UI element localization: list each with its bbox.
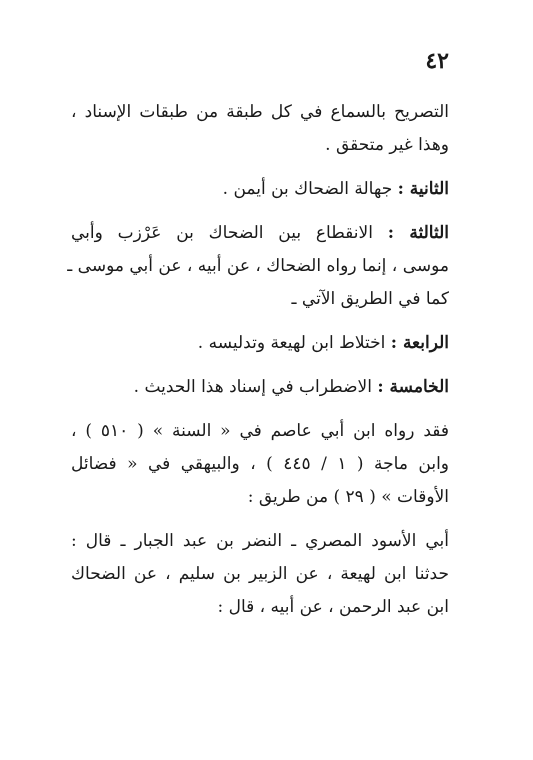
paragraph-fourth: [71, 327, 449, 360]
text-line: [71, 371, 449, 404]
text-line: ابن عبد الرحمن ، عن أبيه ، قال :: [217, 597, 449, 617]
paragraph-intro: [71, 96, 449, 162]
paragraph-label: الخامسة :: [377, 377, 449, 397]
paragraph-label: الثالثة :: [387, 223, 449, 243]
text-line: وهذا غير متحقق .: [325, 135, 449, 155]
page-number: ٤٢: [425, 48, 449, 74]
paragraph-label: الثانية :: [397, 179, 449, 199]
text-line: حدثنا ابن لهيعة ، عن الزبير بن سليم ، عن الضحاك: [71, 564, 449, 584]
text-line: وابن ماجة ( ١ / ٤٤٥ ) ، والبيهقي في « فضائل: [71, 454, 450, 474]
text-line: فقد رواه ابن أبي عاصم في « السنة » ( ٥١٠ ) ،: [71, 421, 449, 441]
text-line: [71, 327, 449, 360]
text-line: أبي الأسود المصري ـ النضر بن عبد الجبار ـ قال :: [71, 531, 449, 551]
text-span: الانقطاع بين الضحاك بن عَرْزب وأبي: [71, 223, 373, 243]
text-line: موسى ، إنما رواه الضحاك ، عن أبيه ، عن أبي موسى ـ: [67, 256, 449, 276]
text-line: التصريح بالسماع في كل طبقة من طبقات الإسناد ،: [71, 102, 449, 122]
paragraph-fifth: [71, 371, 449, 404]
paragraph-chain: [71, 525, 449, 624]
text-line: [71, 173, 449, 206]
text-line: الأوقات » ( ٢٩ ) من طريق :: [247, 487, 449, 507]
paragraph-second: [71, 173, 449, 206]
text-span: جهالة الضحاك بن أيمن .: [222, 179, 393, 199]
page-body: [67, 96, 450, 635]
text-line: [71, 217, 449, 250]
paragraph-third: [67, 217, 449, 316]
paragraph-label: الرابعة :: [390, 333, 449, 353]
text-line: كما في الطريق الآتي ـ: [291, 289, 449, 309]
paragraph-sources: [71, 415, 449, 514]
text-span: الاضطراب في إسناد هذا الحديث .: [133, 377, 372, 397]
text-span: اختلاط ابن لهيعة وتدليسه .: [197, 333, 386, 353]
